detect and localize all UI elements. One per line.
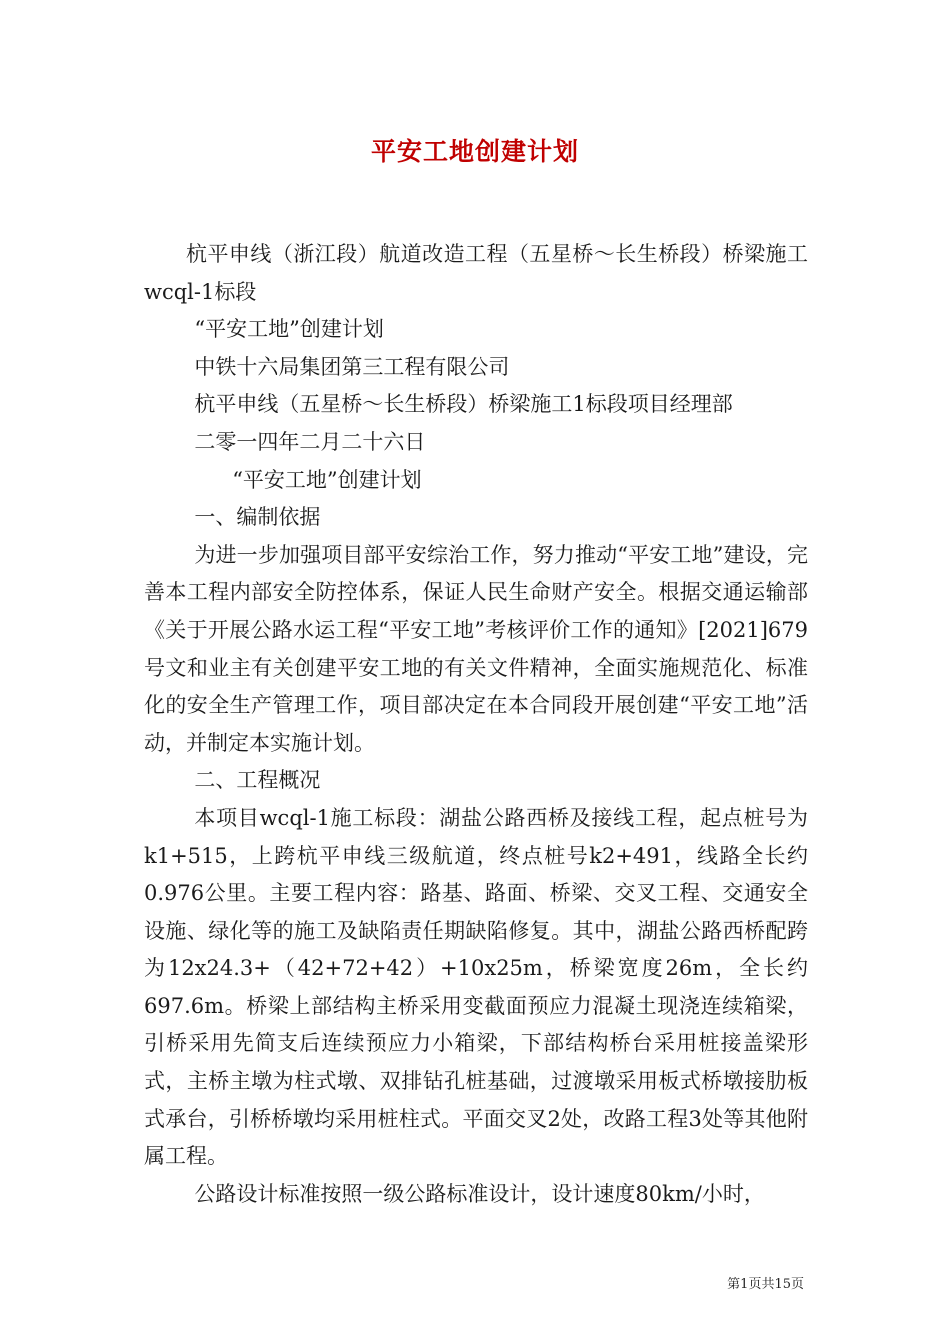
paragraph-overview: 本项目wcql-1施工标段：湖盐公路西桥及接线工程，起点桩号为k1+515，上跨杭平申线三级航道，终点桩号k2+491，线路全长约0.976公里。主要工程内容：路基、路面、桥梁、交叉工程、交通安全设施、绿化等的施工及缺陷责任期缺陷修复。其中，湖盐公路西桥配跨为12x24.3+（42+72+42）+10x25m，桥梁宽度26m，全长约697.6m。桥梁上部结构主桥采用变截面预应力混凝土现浇连续箱梁，引桥采用先简支后连续预应力小箱梁，下部结构桥台采用桩接盖梁形式，主桥主墩为柱式墩、双排钻孔桩基础，过渡墩采用板式桥墩接肋板式承台，引桥桥墩均采用桩柱式。平面交叉2处，改路工程3处等其他附属工程。 (144, 805, 808, 1169)
paragraph-department: 杭平申线（五星桥～长生桥段）桥梁施工1标段项目经理部 (194, 392, 733, 417)
paragraph-design-standard: 公路设计标准按照一级公路标准设计，设计速度80km/小时， (194, 1181, 765, 1206)
section-heading-overview: 二、工程概况 (194, 768, 321, 793)
paragraph-date: 二零一四年二月二十六日 (194, 429, 426, 454)
paragraph-basis: 为进一步加强项目部平安综治工作，努力推动“平安工地”建设，完善本工程内部安全防控体系，保证人民生命财产安全。根据交通运输部《关于开展公路水运工程“平安工地”考核评价工作的通知》[2021]679号文和业主有关创建平安工地的有关文件精神，全面实施规范化、标准化的安全生产管理工作，项目部决定在本合同段开展创建“平安工地”活动，并制定本实施计划。 (144, 542, 808, 755)
section-heading-basis: 一、编制依据 (194, 505, 321, 530)
paragraph-plan-heading: “平安工地”创建计划 (232, 467, 422, 492)
paragraph-project-name: 杭平申线（浙江段）航道改造工程（五星桥～长生桥段）桥梁施工wcql-1标段 (144, 242, 808, 304)
page-footer: 第1页共15页 (727, 1277, 804, 1292)
document-title: 平安工地创建计划 (370, 137, 579, 166)
paragraph-company: 中铁十六局集团第三工程有限公司 (194, 354, 510, 379)
paragraph-plan-name: “平安工地”创建计划 (194, 317, 384, 342)
document-body (144, 236, 808, 1213)
